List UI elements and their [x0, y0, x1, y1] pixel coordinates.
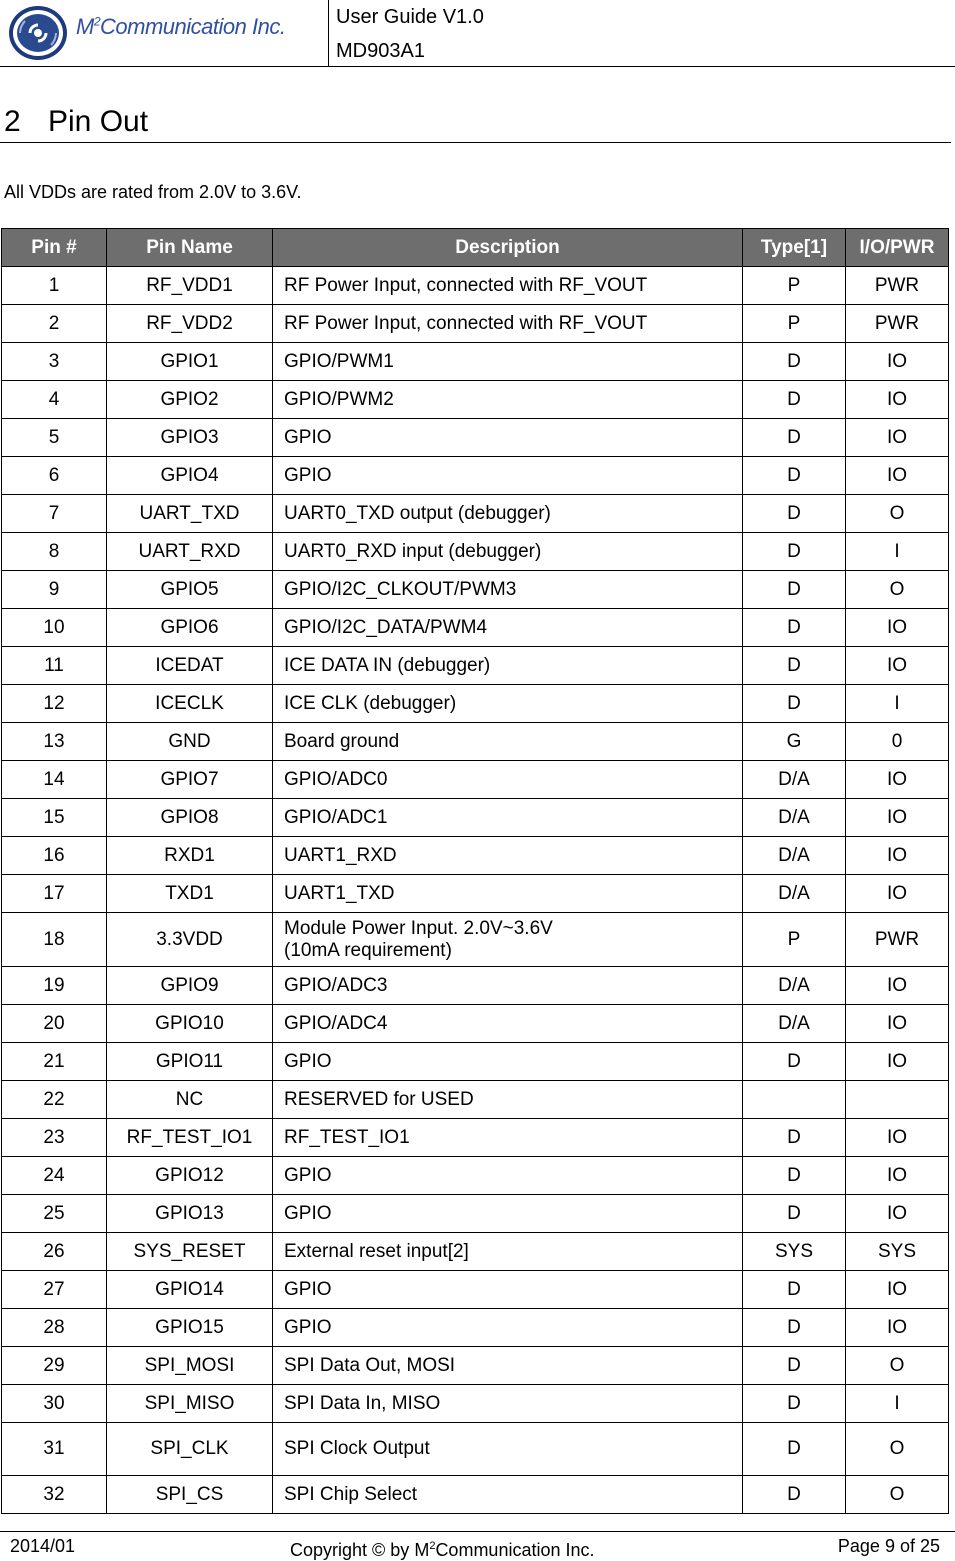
io-pwr-cell: O: [846, 1476, 949, 1514]
table-row: [2, 571, 949, 609]
io-pwr-cell: O: [846, 1423, 949, 1476]
table-row: [2, 799, 949, 837]
pin-number-cell: 22: [2, 1081, 107, 1119]
io-pwr-cell: IO: [846, 1119, 949, 1157]
column-header-description: Description: [273, 229, 743, 267]
io-pwr-cell: PWR: [846, 305, 949, 343]
description-cell: SPI Clock Output: [273, 1423, 743, 1476]
pin-name-cell: ICEDAT: [107, 647, 273, 685]
description-cell: GPIO/ADC0: [273, 761, 743, 799]
table-row: [2, 761, 949, 799]
description-cell: SPI Data Out, MOSI: [273, 1347, 743, 1385]
io-pwr-cell: PWR: [846, 913, 949, 967]
description-cell: GPIO: [273, 1195, 743, 1233]
table-row: [2, 381, 949, 419]
table-body: [2, 267, 949, 1514]
io-pwr-cell: O: [846, 495, 949, 533]
pin-number-cell: 5: [2, 419, 107, 457]
type-cell: D: [743, 1119, 846, 1157]
pin-name-cell: GPIO6: [107, 609, 273, 647]
pin-number-cell: 14: [2, 761, 107, 799]
type-cell: P: [743, 305, 846, 343]
type-cell: D: [743, 419, 846, 457]
description-cell: GPIO: [273, 457, 743, 495]
pin-number-cell: 3: [2, 343, 107, 381]
pin-name-cell: RXD1: [107, 837, 273, 875]
type-cell: D: [743, 571, 846, 609]
io-pwr-cell: O: [846, 571, 949, 609]
pin-number-cell: 18: [2, 913, 107, 967]
table-row: [2, 267, 949, 305]
description-cell: GPIO: [273, 419, 743, 457]
table-row: [2, 1423, 949, 1476]
pin-name-cell: RF_VDD2: [107, 305, 273, 343]
pin-name-cell: GPIO4: [107, 457, 273, 495]
pin-name-cell: GPIO1: [107, 343, 273, 381]
pin-name-cell: GPIO5: [107, 571, 273, 609]
type-cell: D: [743, 1476, 846, 1514]
description-cell: GPIO: [273, 1043, 743, 1081]
type-cell: D: [743, 609, 846, 647]
section-heading: [4, 104, 148, 140]
footer-divider: [0, 1531, 955, 1532]
type-cell: D: [743, 1195, 846, 1233]
type-cell: D/A: [743, 761, 846, 799]
io-pwr-cell: I: [846, 1385, 949, 1423]
table-row: [2, 1119, 949, 1157]
io-pwr-cell: IO: [846, 761, 949, 799]
io-pwr-cell: I: [846, 533, 949, 571]
pin-number-cell: 13: [2, 723, 107, 761]
pin-number-cell: 24: [2, 1157, 107, 1195]
table-row: [2, 723, 949, 761]
footer-page-number: Page 9 of 25: [837, 1536, 940, 1556]
description-cell: UART1_RXD: [273, 837, 743, 875]
table-row: [2, 1271, 949, 1309]
pin-name-cell: 3.3VDD: [107, 913, 273, 967]
io-pwr-cell: IO: [846, 1157, 949, 1195]
description-cell: GPIO/I2C_CLKOUT/PWM3: [273, 571, 743, 609]
type-cell: D: [743, 685, 846, 723]
type-cell: D: [743, 343, 846, 381]
table-row: [2, 685, 949, 723]
description-cell: UART0_TXD output (debugger): [273, 495, 743, 533]
table-row: [2, 609, 949, 647]
pin-number-cell: 16: [2, 837, 107, 875]
description-cell: ICE DATA IN (debugger): [273, 647, 743, 685]
column-header-io-pwr: I/O/PWR: [846, 229, 949, 267]
description-cell: RF_TEST_IO1: [273, 1119, 743, 1157]
pin-name-cell: GPIO11: [107, 1043, 273, 1081]
table-row: [2, 457, 949, 495]
pin-name-cell: GPIO2: [107, 381, 273, 419]
pin-number-cell: 12: [2, 685, 107, 723]
table-row: [2, 1005, 949, 1043]
table-row: [2, 913, 949, 967]
pin-number-cell: 15: [2, 799, 107, 837]
description-cell: GPIO/PWM2: [273, 381, 743, 419]
description-cell: RF Power Input, connected with RF_VOUT: [273, 305, 743, 343]
type-cell: G: [743, 723, 846, 761]
pin-number-cell: 9: [2, 571, 107, 609]
type-cell: D: [743, 1043, 846, 1081]
type-cell: D: [743, 647, 846, 685]
table-row: [2, 1233, 949, 1271]
io-pwr-cell: I: [846, 685, 949, 723]
description-cell: SPI Data In, MISO: [273, 1385, 743, 1423]
table-header-row: [2, 229, 949, 267]
pin-name-cell: SPI_MOSI: [107, 1347, 273, 1385]
description-cell: ICE CLK (debugger): [273, 685, 743, 723]
pin-number-cell: 29: [2, 1347, 107, 1385]
pin-number-cell: 10: [2, 609, 107, 647]
io-pwr-cell: SYS: [846, 1233, 949, 1271]
table-row: [2, 419, 949, 457]
io-pwr-cell: IO: [846, 1309, 949, 1347]
io-pwr-cell: IO: [846, 837, 949, 875]
io-pwr-cell: IO: [846, 875, 949, 913]
document-title: User Guide V1.0: [336, 6, 484, 28]
type-cell: SYS: [743, 1233, 846, 1271]
pin-number-cell: 8: [2, 533, 107, 571]
type-cell: [743, 1081, 846, 1119]
type-cell: D/A: [743, 875, 846, 913]
pin-name-cell: SPI_CLK: [107, 1423, 273, 1476]
io-pwr-cell: IO: [846, 419, 949, 457]
io-pwr-cell: IO: [846, 1043, 949, 1081]
column-header-type: Type[1]: [743, 229, 846, 267]
table-row: [2, 967, 949, 1005]
column-header-pin-number: Pin #: [2, 229, 107, 267]
type-cell: D: [743, 1347, 846, 1385]
description-cell: GPIO/ADC4: [273, 1005, 743, 1043]
description-cell: GPIO/ADC3: [273, 967, 743, 1005]
table-row: [2, 1347, 949, 1385]
pin-name-cell: GPIO15: [107, 1309, 273, 1347]
table-row: [2, 495, 949, 533]
description-cell: GPIO/ADC1: [273, 799, 743, 837]
table-row: [2, 837, 949, 875]
pin-number-cell: 19: [2, 967, 107, 1005]
description-cell: RF Power Input, connected with RF_VOUT: [273, 267, 743, 305]
pin-name-cell: GPIO7: [107, 761, 273, 799]
logo-block: [0, 0, 329, 66]
pin-name-cell: UART_RXD: [107, 533, 273, 571]
footer-copyright: Copyright © by $M^2Communication$ Inc.: [290, 1540, 595, 1560]
description-cell: GPIO: [273, 1271, 743, 1309]
pin-name-cell: GPIO14: [107, 1271, 273, 1309]
table-row: [2, 343, 949, 381]
section-title: Pin Out: [48, 105, 149, 138]
intro-text: All VDDs are rated from 2.0V to 3.6V.: [4, 182, 302, 202]
type-cell: D: [743, 1423, 846, 1476]
type-cell: P: [743, 267, 846, 305]
io-pwr-cell: [846, 1081, 949, 1119]
description-cell: GPIO/PWM1: [273, 343, 743, 381]
type-cell: D: [743, 1309, 846, 1347]
pin-number-cell: 2: [2, 305, 107, 343]
pin-number-cell: 32: [2, 1476, 107, 1514]
pin-number-cell: 7: [2, 495, 107, 533]
type-cell: D: [743, 1385, 846, 1423]
table-row: [2, 647, 949, 685]
table-row: [2, 1476, 949, 1514]
description-cell: Board ground: [273, 723, 743, 761]
section-number: 2: [4, 105, 21, 138]
pin-name-cell: ICECLK: [107, 685, 273, 723]
io-pwr-cell: IO: [846, 1005, 949, 1043]
pin-number-cell: 28: [2, 1309, 107, 1347]
io-pwr-cell: O: [846, 1347, 949, 1385]
pin-number-cell: 6: [2, 457, 107, 495]
pin-name-cell: RF_TEST_IO1: [107, 1119, 273, 1157]
type-cell: D: [743, 495, 846, 533]
pin-number-cell: 23: [2, 1119, 107, 1157]
type-cell: P: [743, 913, 846, 967]
io-pwr-cell: IO: [846, 457, 949, 495]
type-cell: D/A: [743, 837, 846, 875]
column-header-pin-name: Pin Name: [107, 229, 273, 267]
table-row: [2, 305, 949, 343]
pin-number-cell: 21: [2, 1043, 107, 1081]
type-cell: D/A: [743, 1005, 846, 1043]
section-divider: [0, 142, 951, 143]
footer-date: 2014/01: [10, 1536, 76, 1556]
type-cell: D/A: [743, 967, 846, 1005]
table-row: [2, 1081, 949, 1119]
pin-name-cell: SPI_MISO: [107, 1385, 273, 1423]
table-row: [2, 875, 949, 913]
pin-name-cell: GPIO12: [107, 1157, 273, 1195]
pin-name-cell: GPIO13: [107, 1195, 273, 1233]
table-row: [2, 1309, 949, 1347]
header-divider: [0, 66, 955, 67]
pin-number-cell: 30: [2, 1385, 107, 1423]
io-pwr-cell: IO: [846, 967, 949, 1005]
description-cell: Module Power Input. 2.0V~3.6V (10mA requirement): [273, 913, 743, 967]
pin-name-cell: GPIO3: [107, 419, 273, 457]
description-cell: SPI Chip Select: [273, 1476, 743, 1514]
pin-number-cell: 26: [2, 1233, 107, 1271]
description-cell: External reset input[2]: [273, 1233, 743, 1271]
description-cell: GPIO/I2C_DATA/PWM4: [273, 609, 743, 647]
io-pwr-cell: IO: [846, 1271, 949, 1309]
pin-out-table: [1, 228, 949, 1514]
type-cell: D/A: [743, 799, 846, 837]
io-pwr-cell: IO: [846, 343, 949, 381]
pin-name-cell: TXD1: [107, 875, 273, 913]
company-logo-icon: [6, 2, 70, 64]
type-cell: D: [743, 457, 846, 495]
type-cell: D: [743, 381, 846, 419]
type-cell: D: [743, 1271, 846, 1309]
table-row: [2, 1043, 949, 1081]
description-cell: GPIO: [273, 1309, 743, 1347]
pin-name-cell: GPIO8: [107, 799, 273, 837]
document-id: MD903A1: [336, 40, 425, 62]
io-pwr-cell: 0: [846, 723, 949, 761]
pin-number-cell: 20: [2, 1005, 107, 1043]
pin-name-cell: SYS_RESET: [107, 1233, 273, 1271]
description-cell: UART1_TXD: [273, 875, 743, 913]
pin-number-cell: 31: [2, 1423, 107, 1476]
pin-number-cell: 11: [2, 647, 107, 685]
table-row: [2, 1385, 949, 1423]
pin-name-cell: SPI_CS: [107, 1476, 273, 1514]
table-row: [2, 1157, 949, 1195]
pin-number-cell: 25: [2, 1195, 107, 1233]
io-pwr-cell: IO: [846, 1195, 949, 1233]
description-cell: GPIO: [273, 1157, 743, 1195]
page-header: [0, 0, 955, 67]
company-name: $M^2Communication$ Inc.: [76, 14, 286, 39]
table-row: [2, 1195, 949, 1233]
type-cell: D: [743, 533, 846, 571]
pin-number-cell: 1: [2, 267, 107, 305]
io-pwr-cell: IO: [846, 609, 949, 647]
pin-name-cell: RF_VDD1: [107, 267, 273, 305]
pin-number-cell: 17: [2, 875, 107, 913]
table-row: [2, 533, 949, 571]
io-pwr-cell: IO: [846, 647, 949, 685]
pin-name-cell: NC: [107, 1081, 273, 1119]
pin-number-cell: 27: [2, 1271, 107, 1309]
io-pwr-cell: IO: [846, 799, 949, 837]
pin-name-cell: GND: [107, 723, 273, 761]
description-cell: UART0_RXD input (debugger): [273, 533, 743, 571]
io-pwr-cell: IO: [846, 381, 949, 419]
io-pwr-cell: PWR: [846, 267, 949, 305]
description-cell: RESERVED for USED: [273, 1081, 743, 1119]
type-cell: D: [743, 1157, 846, 1195]
pin-number-cell: 4: [2, 381, 107, 419]
pin-name-cell: GPIO10: [107, 1005, 273, 1043]
pin-name-cell: UART_TXD: [107, 495, 273, 533]
pin-name-cell: GPIO9: [107, 967, 273, 1005]
